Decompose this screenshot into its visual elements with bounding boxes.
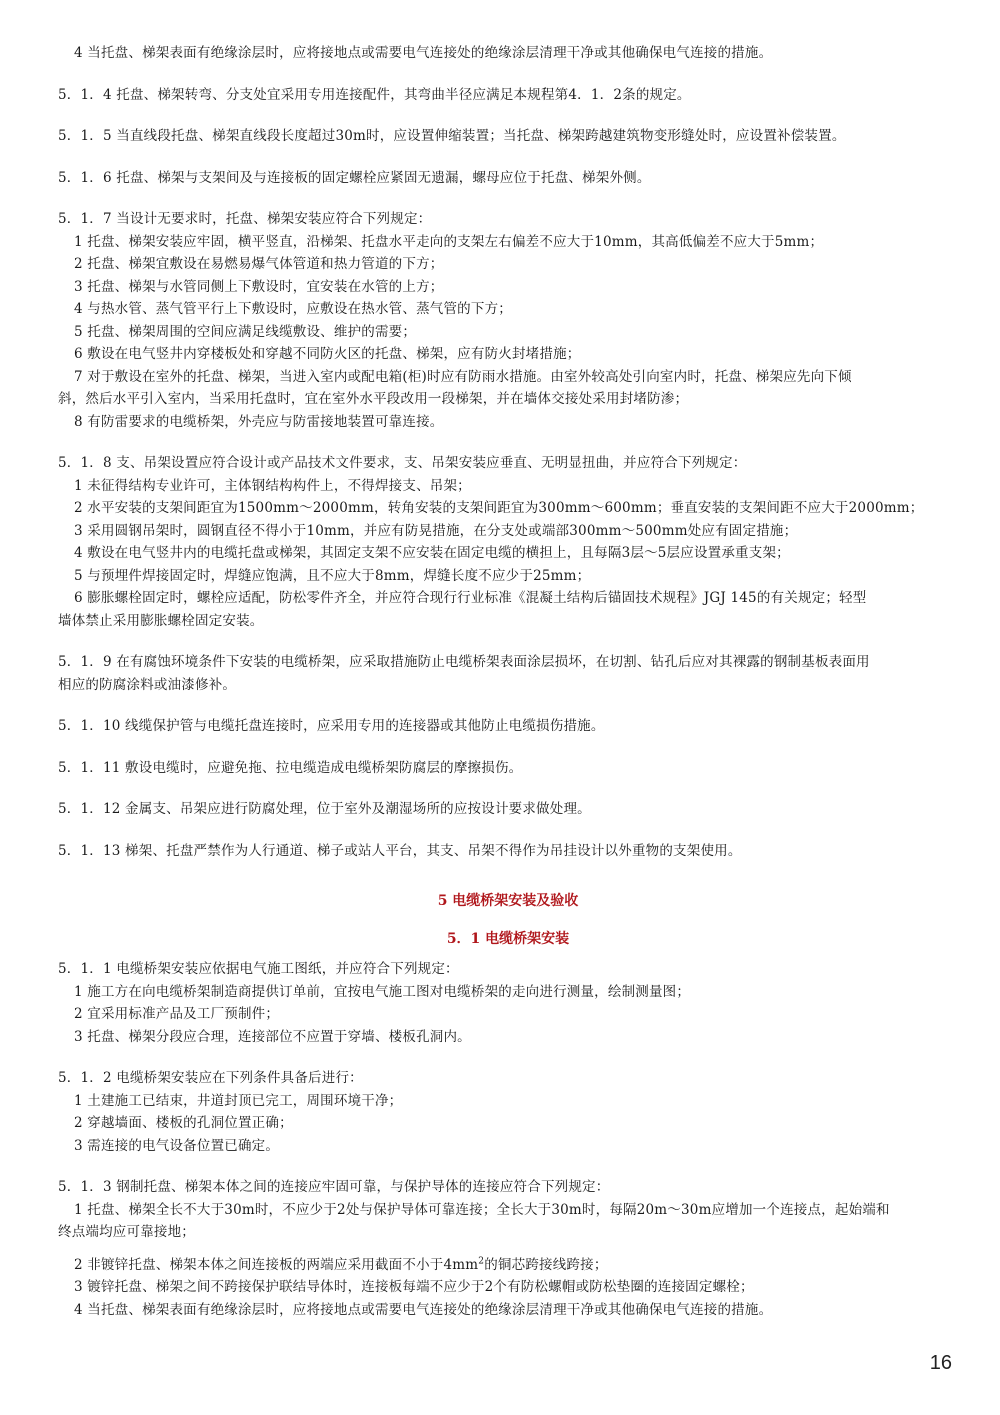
clause-5-1-1 [58, 958, 958, 1048]
document-page [58, 42, 958, 1321]
superscript: 2 [478, 1256, 485, 1266]
list-item: 6 膨胀螺栓固定时，螺栓应适配，防松零件齐全，并应符合现行行业标准《混凝土结构后锚固技术规程》JGJ 145的有关规定；轻型 [74, 590, 867, 606]
list-item: 7 对于敷设在室外的托盘、梯架，当进入室内或配电箱(柜)时应有防雨水措施。由室外较高处引向室内时，托盘、梯架应先向下倾 [74, 368, 852, 385]
clause-5-1-12: 5．1．12 金属支、吊架应进行防腐处理，位于室外及潮湿场所的应按设计要求做处理。 [58, 801, 591, 817]
clause-line: 5．1．9 在有腐蚀环境条件下安装的电缆桥架，应采取措施防止电缆桥架表面涂层损坏，在切割、钻孔后应对其裸露的钢制基板表面用 [58, 654, 870, 670]
list-item: 4 当托盘、梯架表面有绝缘涂层时，应将接地点或需要电气连接处的绝缘涂层清理干净或其他确保电气连接的措施。 [74, 1301, 773, 1318]
clause-5-1-4: 5．1．4 托盘、梯架转弯、分支处宜采用专用连接配件，其弯曲半径应满足本规程第4．1．2条的规定。 [58, 86, 691, 103]
list-item-continuation: 终点端均应可靠接地； [58, 1224, 195, 1240]
list-item: 2 穿越墙面、楼板的孔洞位置正确； [74, 1115, 293, 1131]
list-item: 6 敷设在电气竖井内穿楼板处和穿越不同防火区的托盘、梯架，应有防火封堵措施； [74, 346, 581, 362]
paragraph: 4 当托盘、梯架表面有绝缘涂层时，应将接地点或需要电气连接处的绝缘涂层清理干净或其他确保电气连接的措施。 [74, 45, 773, 61]
list-item [58, 1254, 958, 1277]
clause-5-1-2 [58, 1067, 958, 1157]
list-item: 4 与热水管、蒸气管平行上下敷设时，应敷设在热水管、蒸气管的下方； [74, 301, 512, 317]
page-number: 16 [929, 1352, 952, 1374]
list-item: 1 托盘、梯架全长不大于30m时，不应少于2处与保护导体可靠连接；全长大于30m时，每隔20m～30m应增加一个连接点，起始端和 [74, 1201, 890, 1218]
list-item: 2 宜采用标准产品及工厂预制件； [74, 1006, 280, 1022]
clause-title: 5．1．3 钢制托盘、梯架本体之间的连接应牢固可靠，与保护导体的连接应符合下列规定： [58, 1179, 610, 1195]
clause-line: 相应的防腐涂料或油漆修补。 [58, 676, 237, 693]
clause-5-1-6: 5．1．6 托盘、梯架与支架间及与连接板的固定螺栓应紧固无遗漏，螺母应位于托盘、梯架外侧。 [58, 169, 651, 186]
list-item: 3 采用圆钢吊架时，圆钢直径不得小于10mm，并应有防晃措施，在分支处或端部300mm～500mm处应有固定措施； [74, 522, 798, 539]
list-item: 5 托盘、梯架周围的空间应满足线缆敷设、维护的需要； [74, 323, 417, 340]
list-item: 2 水平安装的支架间距宜为1500mm～2000mm，转角安装的支架间距宜为300mm～600mm；垂直安装的支架间距不应大于2000mm； [74, 500, 924, 516]
list-item: 5 与预埋件焊接固定时，焊缝应饱满，且不应大于8mm，焊缝长度不应少于25mm； [74, 567, 591, 584]
list-item: 3 托盘、梯架分段应合理，连接部位不应置于穿墙、楼板孔洞内。 [74, 1028, 471, 1045]
list-item-continuation: 斜，然后水平引入室内，当采用托盘时，宜在室外水平段改用一段梯架，并在墙体交接处采用封堵防渗； [58, 391, 689, 407]
subsection-heading: 5．1 电缆桥架安装 [446, 931, 570, 947]
list-item: 3 镀锌托盘、梯架之间不跨接保护联结导体时，连接板每端不应少于2个有防松螺帽或防松垫圈的连接固定螺栓； [74, 1279, 754, 1295]
list-item-continuation: 墙体禁止采用膨胀螺栓固定安装。 [58, 612, 264, 629]
clause-5-1-13: 5．1．13 梯架、托盘严禁作为人行通道、梯子或站人平台，其支、吊架不得作为吊挂设计以外重物的支架使用。 [58, 842, 742, 859]
clause-5-1-5: 5．1．5 当直线段托盘、梯架直线段长度超过30m时，应设置伸缩装置；当托盘、梯架跨越建筑物变形缝处时，应设置补偿装置。 [58, 128, 846, 144]
clause-5-1-9 [58, 651, 958, 696]
clause-title: 5．1．2 电缆桥架安装应在下列条件具备后进行： [58, 1070, 363, 1086]
text-run: 2 非镀锌托盘、梯架本体之间连接板的两端应采用截面不小于4mm [74, 1256, 479, 1273]
section-heading: 5 电缆桥架安装及验收 [437, 893, 579, 909]
list-item: 1 施工方在向电缆桥架制造商提供订单前，宜按电气施工图对电缆桥架的走向进行测量，绘制测量图； [74, 983, 691, 1000]
list-item: 3 需连接的电气设备位置已确定。 [74, 1137, 280, 1154]
list-item: 1 土建施工已结束，井道封顶已完工，周围环境干净； [74, 1092, 403, 1109]
clause-5-1-3 [58, 1176, 958, 1321]
clause-5-1-10: 5．1．10 线缆保护管与电缆托盘连接时，应采用专用的连接器或其他防止电缆损伤措施。 [58, 718, 605, 734]
list-item: 2 托盘、梯架宜敷设在易燃易爆气体管道和热力管道的下方； [74, 256, 444, 272]
list-item: 1 未征得结构专业许可，主体钢结构构件上，不得焊接支、吊架； [74, 477, 471, 494]
clause-5-1-8 [58, 452, 958, 632]
list-item: 3 托盘、梯架与水管同侧上下敷设时，宜安装在水管的上方； [74, 278, 444, 295]
list-item: 8 有防雷要求的电缆桥架，外壳应与防雷接地装置可靠连接。 [74, 413, 444, 430]
list-item: 4 敷设在电气竖井内的电缆托盘或梯架，其固定支架不应安装在固定电缆的横担上，且每隔3层～5层应设置承重支架； [74, 545, 790, 561]
text-run: 的铜芯跨接线跨接； [484, 1256, 608, 1273]
clause-5-1-11: 5．1．11 敷设电缆时，应避免拖、拉电缆造成电缆桥架防腐层的摩擦损伤。 [58, 759, 523, 776]
list-item: 1 托盘、梯架安装应牢固，横平竖直，沿梯架、托盘水平走向的支架左右偏差不应大于10mm，其高低偏差不应大于5mm； [74, 233, 824, 250]
clause-5-1-7 [58, 208, 958, 433]
clause-title: 5．1．8 支、吊架设置应符合设计或产品技术文件要求，支、吊架安装应垂直、无明显扭曲，并应符合下列规定： [58, 455, 747, 471]
clause-title: 5．1．1 电缆桥架安装应依据电气施工图纸，并应符合下列规定： [58, 961, 459, 977]
clause-title: 5．1．7 当设计无要求时，托盘、梯架安装应符合下列规定： [58, 211, 432, 227]
